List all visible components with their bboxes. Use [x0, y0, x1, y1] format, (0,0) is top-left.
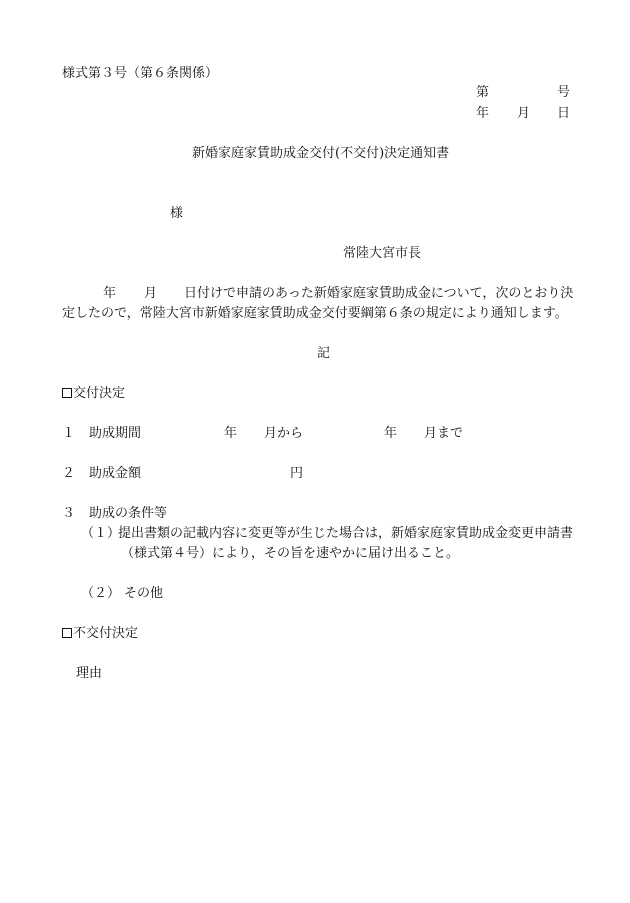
non-grant-decision-label: 不交付決定	[73, 626, 139, 641]
body-line1-year: 年	[103, 286, 117, 301]
item1-to-year: 年	[384, 426, 398, 441]
item2-label: 助成金額	[89, 466, 142, 481]
item1-label: 助成期間	[89, 426, 142, 441]
item3-number: ３	[62, 506, 76, 521]
body-line1-month: 月	[144, 286, 158, 301]
item2-unit: 円	[290, 466, 304, 481]
grant-decision-label: 交付決定	[73, 386, 126, 401]
item1-number: １	[62, 426, 76, 441]
item1-from-year: 年	[224, 426, 238, 441]
date-day: 日	[557, 106, 571, 121]
body-line1-rest: 日付けで申請のあった新婚家庭家賃助成金について，次のとおり決	[184, 286, 574, 301]
addressee-suffix: 様	[170, 206, 184, 221]
issuer: 常陸大宮市長	[343, 246, 422, 261]
form-number: 様式第３号（第６条関係）	[62, 66, 219, 81]
ki-heading: 記	[317, 346, 331, 361]
grant-decision-checkbox[interactable]	[62, 388, 72, 398]
date-month: 月	[517, 106, 531, 121]
doc-number-suffix: 号	[557, 85, 571, 100]
item1-from-month: 月から	[264, 426, 304, 441]
date-year: 年	[476, 106, 490, 121]
grant-decision	[62, 387, 125, 400]
non-grant-decision	[62, 627, 138, 640]
body-line2: 定したので，常陸大宮市新婚家庭家賃助成金交付要綱第６条の規定により通知します。	[62, 306, 568, 321]
document-title: 新婚家庭家賃助成金交付(不交付)決定通知書	[192, 146, 450, 161]
non-grant-decision-checkbox[interactable]	[62, 628, 72, 638]
item3-sub1-line1: 提出書類の記載内容に変更等が生じた場合は，新婚家庭家賃助成金変更申請書	[118, 526, 574, 541]
item3-sub2-text: その他	[124, 586, 164, 601]
item3-sub1-line2: （様式第４号）により，その旨を速やかに届け出ること。	[121, 546, 460, 561]
doc-number-prefix: 第	[476, 85, 490, 100]
item3-sub1-number: （１）	[81, 526, 121, 541]
item2-number: ２	[62, 466, 76, 481]
item3-sub2-number: （２）	[81, 586, 121, 601]
item1-to-month: 月まで	[424, 426, 464, 441]
item3-label: 助成の条件等	[89, 506, 168, 521]
reason-label: 理由	[76, 666, 103, 681]
